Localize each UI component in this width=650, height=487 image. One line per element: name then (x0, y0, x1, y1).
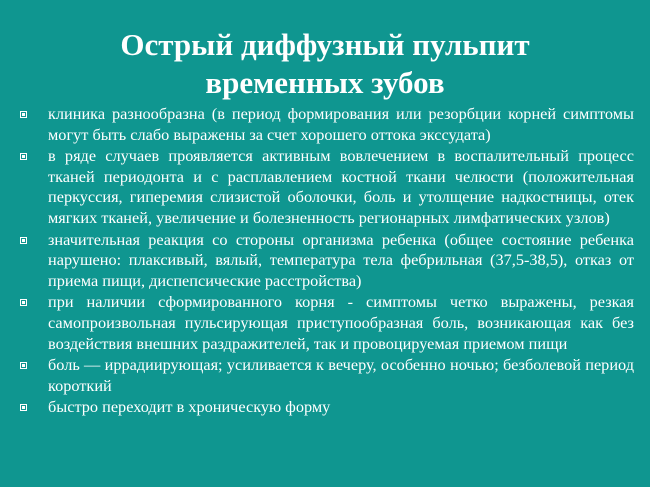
bullet-item-pain (20, 355, 634, 396)
slide-title (0, 26, 650, 102)
bullet-text: быстро переходит в хроническую форму (48, 397, 331, 417)
bullet-text: клиника разнообразна (в период формирования или резорбции корней симптомы могут быть слабо выражены за счет хорошего оттока экссудата) (48, 104, 634, 144)
bullet-item-periodontal (20, 146, 634, 228)
square-bullet-icon (20, 153, 27, 160)
bullet-text: боль — иррадиирующая; усиливается к вечеру, особенно ночью; безболевой период короткий (48, 355, 634, 395)
bullet-item-chronic (20, 397, 634, 418)
bullet-item-formed-root (20, 292, 634, 354)
bullet-text: в ряде случаев проявляется активным вовлечением в воспалительный процесс тканей периодонта и с расплавлением костной ткани челюсти (положительная перкуссия, гиперемия слизистой оболочки, боль и утолщение надкостницы, отек мягких тканей, увеличение и болезненность регионарных лимфатических узлов) (48, 146, 634, 227)
square-bullet-icon (20, 299, 27, 306)
square-bullet-icon (20, 362, 27, 369)
square-bullet-icon (20, 404, 27, 411)
bullet-item-clinic (20, 104, 634, 145)
bullet-list (20, 104, 634, 419)
bullet-text: при наличии сформированного корня - симптомы четко выражены, резкая самопроизвольная пульсирующая приступообразная боль, возникающая как без воздействия внешних раздражителей, так и провоцируемая приемом пищи (48, 292, 634, 353)
slide-title-line-2: временных зубов (205, 65, 445, 100)
slide-title-line-1: Острый диффузный пульпит (120, 27, 530, 62)
bullet-item-systemic-reaction (20, 230, 634, 292)
square-bullet-icon (20, 237, 27, 244)
bullet-text: значительная реакция со стороны организма ребенка (общее состояние ребенка нарушено: плаксивый, вялый, температура тела фебрильная (37,5-38,5), отказ от приема пищи, диспепсические расстройства) (48, 229, 634, 290)
square-bullet-icon (20, 111, 27, 118)
